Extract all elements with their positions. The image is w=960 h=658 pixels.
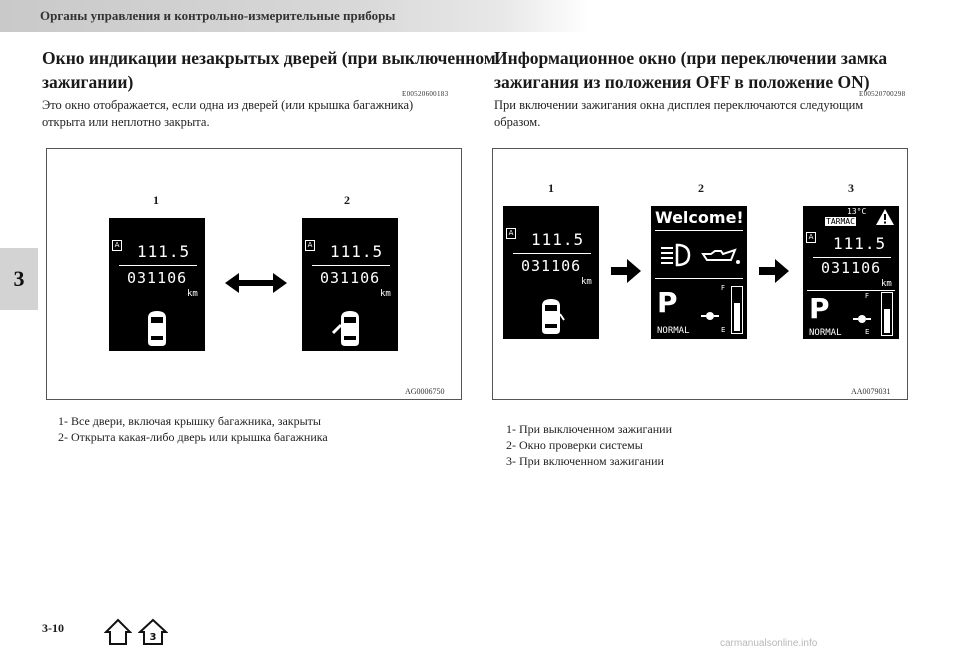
display-divider [655, 278, 743, 279]
right-paragraph-line1: При включении зажигания окна дисплея переключаются следующим [494, 98, 864, 112]
left-heading-line1: Окно индикации незакрытых дверей (при выключенном [42, 48, 496, 68]
drive-mode-text: NORMAL [657, 326, 690, 336]
left-paragraph-line1: Это окно отображается, если одна из дверей (или крышка багажника) [42, 98, 414, 112]
left-figure-id: AG0006750 [405, 387, 445, 396]
display-ignition-off [503, 206, 599, 339]
4wd-mode-icon [853, 312, 871, 326]
right-figure-label-2: 2 [698, 181, 704, 195]
trip-value: 111.5 [330, 242, 384, 261]
car-door-open-icon [332, 308, 366, 348]
chapter-tab: 3 [0, 248, 38, 310]
gear-indicator: P [657, 286, 678, 319]
km-unit: km [581, 277, 592, 287]
odometer-value: 031106 [127, 269, 188, 287]
chapter-home-icon[interactable] [138, 618, 168, 646]
km-unit: km [881, 279, 892, 289]
fuel-gauge-fill [734, 303, 740, 331]
right-heading-line2: зажигания из положения OFF в положение ON) [494, 72, 870, 92]
warning-triangle-icon [875, 208, 895, 226]
trip-value: 111.5 [833, 234, 887, 253]
right-caption-1: 1- При выключенном зажигании [506, 422, 673, 436]
display-divider [655, 230, 743, 231]
arrow-right-icon [759, 259, 789, 283]
headlight-icon [657, 242, 693, 268]
display-divider [513, 253, 591, 254]
svg-text:3: 3 [149, 632, 157, 643]
left-paragraph-line2: открыта или неплотно закрыта. [42, 115, 210, 129]
double-arrow-icon [225, 271, 287, 295]
left-caption-1: 1- Все двери, включая крышку багажника, закрыты [58, 414, 321, 428]
left-section-code: E00520600183 [402, 90, 449, 98]
display-ignition-on [803, 206, 899, 339]
fuel-gauge [881, 292, 893, 336]
welcome-text: Welcome! [655, 208, 744, 227]
display-divider [807, 290, 895, 291]
page-number: 3-10 [42, 621, 64, 635]
odometer-value: 031106 [320, 269, 381, 287]
trip-a-badge: A [305, 240, 315, 251]
fuel-gauge [731, 286, 743, 334]
left-figure-label-2: 2 [344, 193, 350, 207]
right-caption-3: 3- При включенном зажигании [506, 454, 664, 468]
right-heading-line1: Информационное окно (при переключении замка [494, 48, 888, 68]
left-figure-frame [46, 148, 462, 400]
display-divider [813, 257, 891, 258]
watermark-text: carmanualsonline.info [720, 638, 818, 649]
trip-a-badge: A [506, 228, 516, 239]
car-doors-closed-icon [143, 308, 171, 348]
left-figure-label-1: 1 [153, 193, 159, 207]
display-divider [312, 265, 390, 266]
right-figure-label-3: 3 [848, 181, 854, 195]
home-icon[interactable] [104, 618, 132, 646]
fuel-gauge-fill [884, 309, 890, 333]
4wd-mode-icon [701, 309, 719, 323]
right-paragraph-line2: образом. [494, 115, 541, 129]
right-figure-id: AA0079031 [851, 387, 891, 396]
fuel-empty-label: E [721, 326, 726, 334]
road-mode-badge: TARMAC [826, 217, 855, 226]
running-header-title: Органы управления и контрольно-измерительные приборы [40, 8, 396, 23]
fuel-empty-label: E [865, 328, 870, 336]
outside-temperature: 13°C [847, 207, 867, 216]
fuel-full-label: F [721, 284, 726, 292]
display-divider [119, 265, 197, 266]
trip-a-badge: A [112, 240, 122, 251]
right-caption-2: 2- Окно проверки системы [506, 438, 643, 452]
oil-can-icon [701, 246, 743, 266]
trip-value: 111.5 [137, 242, 191, 261]
gear-indicator: P [809, 292, 830, 325]
drive-mode-text: NORMAL [809, 328, 842, 338]
right-figure-frame [492, 148, 908, 400]
display-door-open [302, 218, 398, 351]
arrow-right-icon [611, 259, 641, 283]
trip-value: 111.5 [531, 230, 585, 249]
trip-a-badge: A [806, 232, 816, 243]
fuel-full-label: F [865, 292, 870, 300]
odometer-value: 031106 [821, 259, 882, 277]
car-door-open-icon [537, 296, 565, 336]
display-doors-closed [109, 218, 205, 351]
km-unit: km [187, 289, 198, 299]
right-figure-label-1: 1 [548, 181, 554, 195]
left-caption-2: 2- Открыта какая-либо дверь или крышка багажника [58, 430, 328, 444]
km-unit: km [380, 289, 391, 299]
right-section-code: E00520700298 [859, 90, 906, 98]
odometer-value: 031106 [521, 257, 582, 275]
display-system-check [651, 206, 747, 339]
left-heading-line2: зажигании) [42, 72, 134, 92]
